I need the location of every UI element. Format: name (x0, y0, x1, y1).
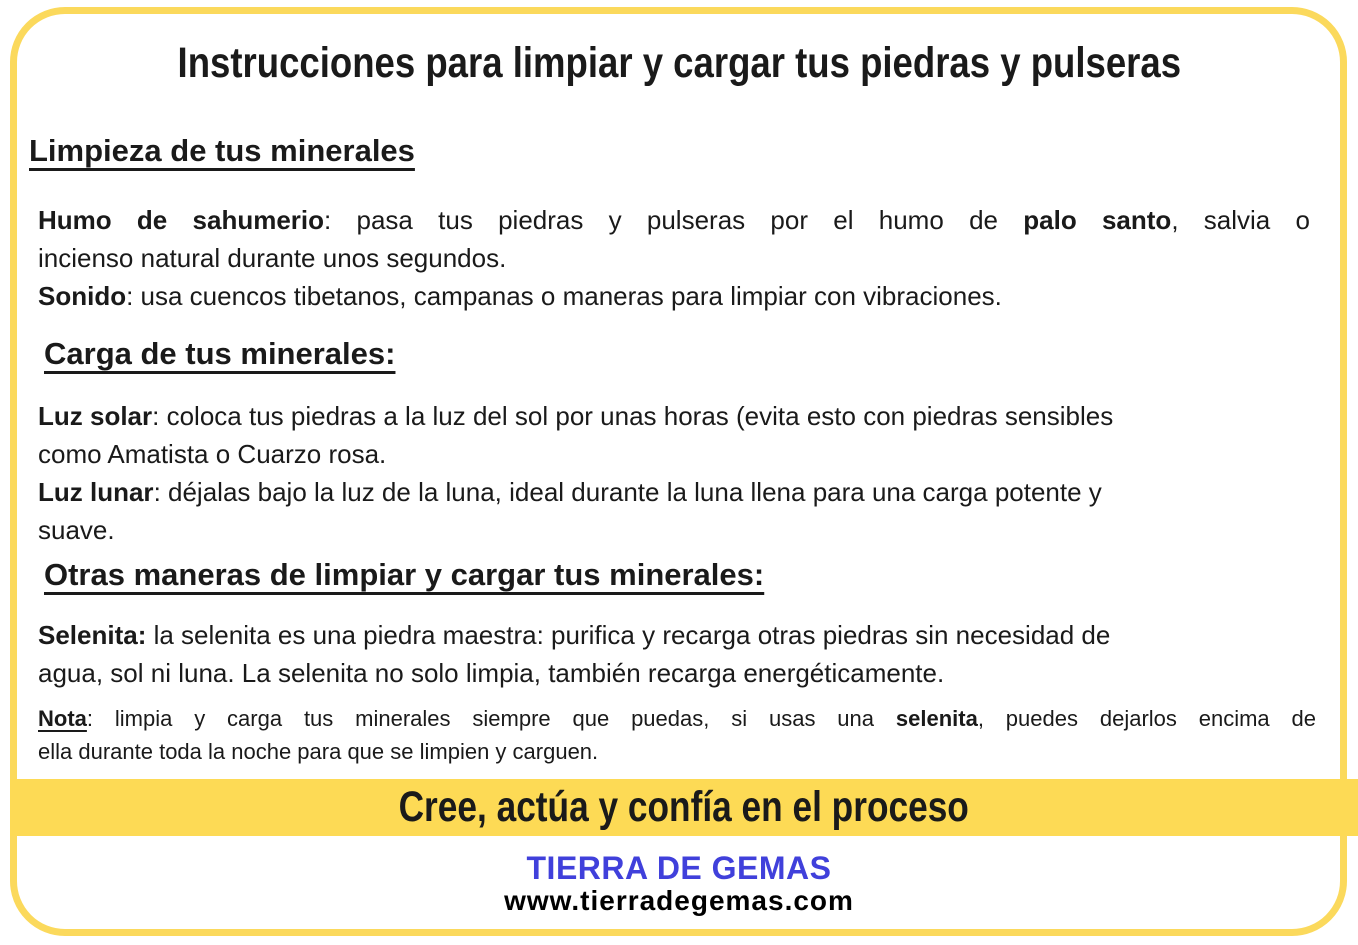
text-segment: como Amatista o Cuarzo rosa. (38, 439, 387, 469)
page-title-text: Instrucciones para limpiar y cargar tus piedras y pulseras (177, 39, 1181, 87)
text-segment: : limpia y carga tus minerales siempre que puedas, si usas una (86, 706, 896, 731)
text-line (38, 616, 1310, 654)
text-segment: : coloca tus piedras a la luz del sol por unas horas (evita esto con piedras sensibles (152, 401, 1114, 431)
text-segment: : pasa tus piedras y pulseras por el humo de (324, 205, 1024, 235)
text-segment: la selenita es una piedra maestra: purifica y recarga otras piedras sin necesidad de (146, 620, 1111, 650)
text-segment: agua, sol ni luna. La selenita no solo limpia, también recarga energéticamente. (38, 658, 945, 688)
text-segment: , puedes dejarlos encima de (977, 706, 1317, 731)
section-heading-carga: Carga de tus minerales: (44, 336, 396, 371)
website-url: www.tierradegemas.com (504, 885, 854, 916)
text-segment: Luz solar (38, 401, 153, 431)
section-heading-otras: Otras maneras de limpiar y cargar tus minerales: (44, 557, 765, 592)
paragraph-nota (38, 702, 1316, 768)
text-segment: suave. (38, 515, 115, 545)
text-line (38, 702, 1316, 735)
text-line (38, 239, 1310, 277)
text-line (38, 654, 1310, 692)
paragraph-carga (38, 397, 1310, 549)
text-segment: Selenita: (38, 620, 147, 650)
text-segment: : usa cuencos tibetanos, campanas o maneras para limpiar con vibraciones. (126, 281, 1002, 311)
text-segment: , salvia o (1171, 205, 1310, 235)
text-segment: Humo de sahumerio (38, 205, 325, 235)
text-line (38, 277, 1310, 315)
text-line (38, 511, 1310, 549)
text-segment: Nota (38, 706, 87, 731)
text-segment: palo santo (1023, 205, 1172, 235)
text-line (38, 473, 1310, 511)
quote-banner (10, 779, 1358, 836)
brand-logo-text: TIERRA DE GEMAS (526, 850, 832, 886)
paragraph-selenita (38, 616, 1310, 692)
text-segment: : déjalas bajo la luz de la luna, ideal durante la luna llena para una carga potente y (153, 477, 1102, 507)
text-segment: incienso natural durante unos segundos. (38, 243, 507, 273)
text-segment: Sonido (38, 281, 127, 311)
quote-text: Cree, actúa y confía en el proceso (398, 783, 970, 831)
text-segment: selenita (895, 706, 978, 731)
section-heading-limpieza: Limpieza de tus minerales (29, 133, 415, 168)
text-line (38, 735, 1316, 768)
paragraph-limpieza (38, 201, 1310, 315)
page-title (0, 38, 1358, 88)
text-line (38, 397, 1310, 435)
text-line (38, 201, 1310, 239)
text-segment: ella durante toda la noche para que se limpien y carguen. (38, 739, 599, 764)
text-line (38, 435, 1310, 473)
text-segment: Luz lunar (38, 477, 154, 507)
